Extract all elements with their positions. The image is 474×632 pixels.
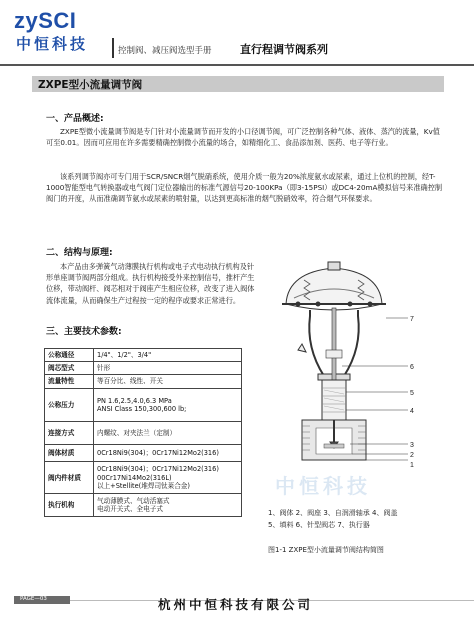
spec-value: 内螺纹、对夹法兰（定制） xyxy=(94,422,242,445)
callout-6: 6 xyxy=(410,364,414,371)
table-row xyxy=(45,462,242,494)
section-structure-heading: 二、结构与原理: xyxy=(46,248,113,258)
table-row xyxy=(45,422,242,445)
spec-label: 连接方式 xyxy=(45,422,94,445)
header-series: 直行程调节阀系列 xyxy=(240,43,328,56)
spec-label: 阀体材质 xyxy=(45,445,94,462)
spec-value: PN 1.6,2.5,4.0,6.3 MPa ANSI Class 150,300,600 lb; xyxy=(94,388,242,421)
watermark-logo: 中恒科技 xyxy=(275,474,371,498)
stem-connector xyxy=(326,350,342,358)
header-divider xyxy=(112,38,114,58)
callout-5: 5 xyxy=(410,390,414,397)
overview-paragraph-2: 该系列调节阀亦可专门用于SCR/SNCR烟气脱硝系统，使用介质一般为20%浓度氨水或尿素，通过上位机的控制，经T-1000智能型电气转换器或电气阀门定位器输出的标准气源信号20-100KPa（即3-15PSI）或DC4-20mA模拟信号来准确控制阀门的开度，从而准确调节氨水或尿素的喷射量，以达到更高标准的烟气脱硝效率，符合烟气环保要求。 xyxy=(46,172,443,204)
table-row xyxy=(45,375,242,388)
actuator-housing xyxy=(282,262,386,310)
footer-company: 杭州中恒科技有限公司 xyxy=(158,597,314,612)
title-bar xyxy=(32,76,444,92)
page-number: PAGE—03 xyxy=(20,596,47,602)
spec-value: 1/4"、1/2"、3/4" xyxy=(94,349,242,362)
valve-stem xyxy=(332,308,336,384)
spec-label: 流量特性 xyxy=(45,375,94,388)
structure-paragraph: 本产品由多弹簧气动薄膜执行机构或电子式电动执行机构及针形单座调节阀两部分组成。执行机构接受外来控制信号，推杆产生位移，带动阀杆、阀芯相对于阀座产生相应位移，改变了进入阀体流体流量，从而确保生产过程按一定的程序或要求正常进行。 xyxy=(46,262,255,305)
legend-line-2: 5、填料 6、针型阀芯 7、执行器 xyxy=(268,521,370,529)
spec-label: 阀芯型式 xyxy=(45,362,94,375)
callout-4: 4 xyxy=(410,408,414,415)
spec-label: 公称压力 xyxy=(45,388,94,421)
spec-label: 公称通径 xyxy=(45,349,94,362)
section-overview-heading: 一、产品概述: xyxy=(46,114,104,124)
section-params-heading: 三、主要技术参数: xyxy=(46,327,122,337)
spec-value: 针形 xyxy=(94,362,242,375)
callout-7: 7 xyxy=(410,316,414,323)
valve-structure-diagram xyxy=(258,258,428,494)
bonnet xyxy=(322,380,346,420)
overview-paragraph-1: ZXPE型微小流量调节阀是专门针对小流量调节而开发的小口径调节阀，可广泛控制各种气体、液体、蒸汽的流量，Kv值可至0.01。因而可应用在许多需要精确控制微小流量的场合，如精细化工、食品添加剂、医药、电子等行业。 xyxy=(46,127,440,148)
figure-caption: 图1-1 ZXPE型小流量调节阀结构简图 xyxy=(268,546,384,554)
spec-label: 执行机构 xyxy=(45,494,94,517)
header-rule xyxy=(0,64,474,66)
callout-2: 2 xyxy=(410,452,414,459)
spec-value: 气动薄膜式、气动活塞式 电动开关式、全电子式 xyxy=(94,494,242,517)
brand-name: zySCI xyxy=(14,8,77,33)
spec-value: 0Cr18Ni9(304)；0Cr17Ni12Mo2(316) 00Cr17Ni14Mo2(316L) 以上+Stellite(堆焊司钛莱合金) xyxy=(94,462,242,494)
table-row xyxy=(45,388,242,421)
table-row xyxy=(45,445,242,462)
legend-line-1: 1、阀体 2、阀座 3、自润滑轴承 4、阀盖 xyxy=(268,509,398,517)
page-number-tab xyxy=(14,596,70,604)
brand-name-cn: 中恒科技 xyxy=(16,35,89,53)
header-subtitle: 控制阀、减压阀选型手册 xyxy=(118,46,212,56)
spec-value: 0Cr18Ni9(304)；0Cr17Ni12Mo2(316) xyxy=(94,445,242,462)
diagram-legend xyxy=(268,507,398,531)
table-row xyxy=(45,362,242,375)
spec-label: 阀内件材质 xyxy=(45,462,94,494)
spec-table xyxy=(44,348,242,517)
table-row xyxy=(45,349,242,362)
callout-3: 3 xyxy=(410,442,414,449)
spec-value: 等百分比、线性、开关 xyxy=(94,375,242,388)
callout-1: 1 xyxy=(410,462,414,469)
yoke xyxy=(298,310,359,380)
table-row xyxy=(45,494,242,517)
page-title: ZXPE型小流量调节阀 xyxy=(38,79,143,91)
